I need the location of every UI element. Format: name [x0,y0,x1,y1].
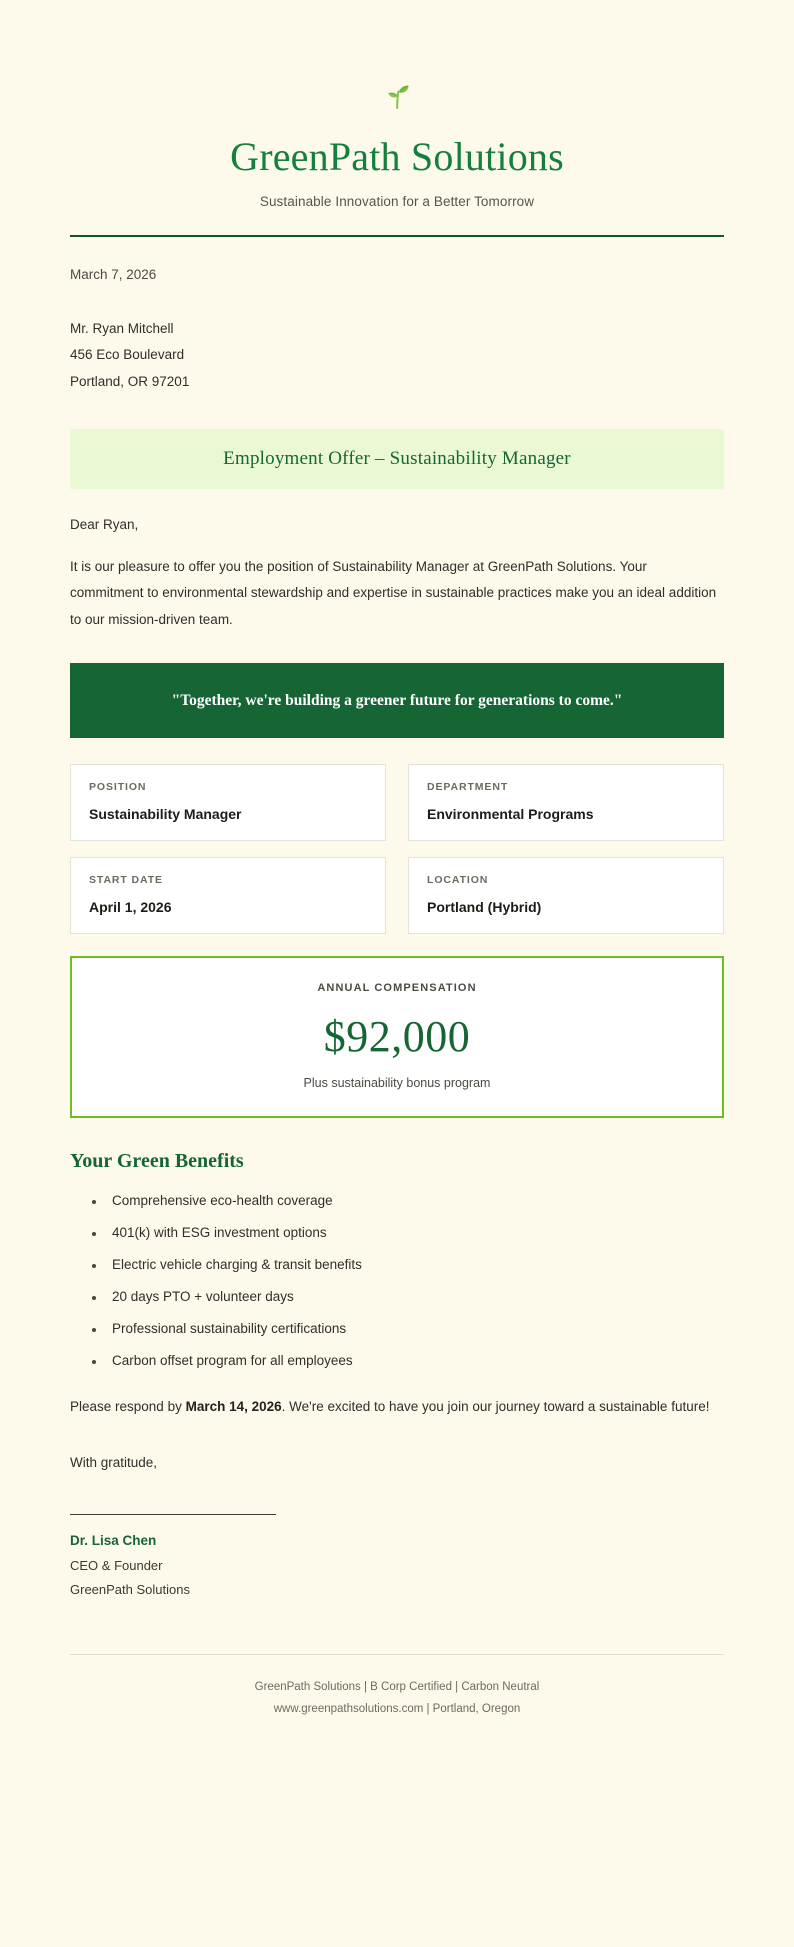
recipient-city-state-zip: Portland, OR 97201 [70,373,190,389]
sign-off: With gratitude, [70,1454,158,1470]
offer-detail-label: LOCATION [427,874,489,887]
compensation-amount: $92,000 [323,1012,471,1062]
seedling-icon [62,78,732,112]
benefits-title: Your Green Benefits [70,1150,244,1173]
company-name: GreenPath Solutions [230,134,564,179]
offer-detail-value: Portland (Hybrid) [427,899,542,916]
response-deadline-paragraph [70,1394,724,1420]
footer-certifications: GreenPath Solutions | B Corp Certified | Carbon Neutral [254,1680,540,1693]
footer-contact: www.greenpathsolutions.com | Portland, Oregon [273,1702,521,1715]
list-item: • Professional sustainability certifications [106,1321,732,1336]
list-item: • 401(k) with ESG investment options [106,1225,732,1240]
page-footer [62,1677,732,1781]
offer-detail-card [408,857,724,934]
company-tagline: Sustainable Innovation for a Better Tomorrow [259,194,535,209]
letterhead [0,0,794,237]
subject-banner [70,429,724,489]
respond-prefix: Please respond by [70,1399,186,1415]
offer-details-grid [70,764,724,934]
offer-detail-card [408,764,724,841]
mission-quote-text: "Together, we're building a greener future for generations to come." [171,691,623,709]
offer-detail-label: POSITION [89,781,147,794]
list-item: • Carbon offset program for all employees [106,1353,732,1368]
list-item: • Comprehensive eco-health coverage [106,1193,732,1208]
signature-line [70,1514,276,1515]
letter-date: March 7, 2026 [70,267,157,282]
signer-name: Dr. Lisa Chen [70,1532,157,1548]
salutation: Dear Ryan, [70,516,139,532]
offer-detail-label: DEPARTMENT [427,781,509,794]
respond-suffix: . We're excited to have you join our journey toward a sustainable future! [281,1399,710,1415]
compensation-note: Plus sustainability bonus program [303,1076,491,1091]
list-item: • Electric vehicle charging & transit benefits [106,1257,732,1272]
compensation-label: ANNUAL COMPENSATION [317,982,477,995]
list-item: • 20 days PTO + volunteer days [106,1289,732,1304]
signer-organization: GreenPath Solutions [70,1581,190,1597]
subject-text: Employment Offer – Sustainability Manager [223,447,571,469]
header-divider [70,235,724,237]
offer-detail-label: START DATE [89,874,163,887]
offer-detail-value: Environmental Programs [427,806,594,823]
offer-detail-value: April 1, 2026 [89,899,172,916]
mission-quote-band [70,663,724,738]
recipient-street: 456 Eco Boulevard [70,347,185,363]
respond-deadline: March 14, 2026 [185,1399,282,1415]
offer-detail-card [70,764,386,841]
signature-block [70,1529,732,1602]
benefits-list [62,1193,732,1368]
letter-content [0,267,794,1780]
recipient-name: Mr. Ryan Mitchell [70,321,174,336]
footer-divider [70,1654,724,1655]
offer-detail-card [70,857,386,934]
signer-title: CEO & Founder [70,1557,163,1573]
intro-paragraph: It is our pleasure to offer you the position of Sustainability Manager at GreenPath Solutions. Your commitment to environmental stewardship and expertise in sustainable practices make you an ideal addition to our mission-driven team. [70,558,717,627]
compensation-box [70,956,724,1118]
offer-detail-value: Sustainability Manager [89,806,242,823]
recipient-address [70,316,732,395]
